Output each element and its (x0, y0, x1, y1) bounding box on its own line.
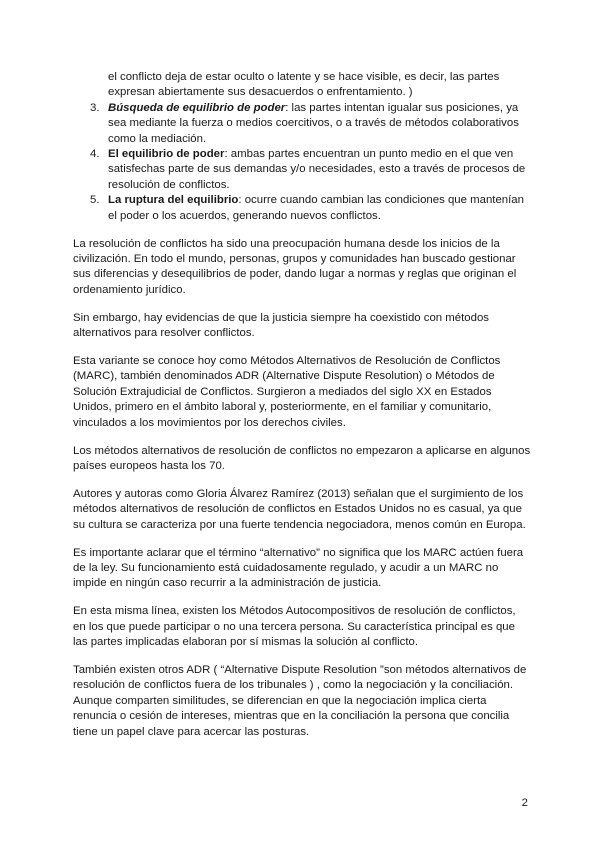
list-item-number: 3. (90, 101, 100, 114)
list-item (73, 101, 531, 147)
paragraph-coexistence: Sin embargo, hay evidencias de que la justicia siempre ha coexistido con métodos alternativos para resolver conflictos. (73, 311, 489, 340)
list-item (73, 147, 531, 193)
list-item-term: La ruptura del equilibrio (108, 194, 239, 207)
list-item-number: 5. (90, 194, 100, 207)
paragraph-marc-definition: Esta variante se conoce hoy como Métodos Alternativos de Resolución de Conflictos (MARC), también denominados ADR (Alternative Dispute Resolution) o Métodos de Solución Extrajudicial de Conflictos. Surgieron a mediados del siglo XX en Estados Unidos, primero en el ámbito laboral y, posteriormente, en el familiar y comunitario, vinculados a los movimientos por los derechos civiles. (73, 355, 501, 429)
list-item-continuation: el conflicto deja de estar oculto o latente y se hace visible, es decir, las partes expresan abiertamente sus desacuerdos o enfrentamiento. ) (108, 71, 500, 99)
page-number: 2 (521, 797, 528, 809)
conflict-phases-list (73, 101, 531, 224)
list-item-number: 4. (90, 148, 100, 161)
paragraph-autocompositive: En esta misma línea, existen los Métodos Autocompositivos de resolución de conflictos, en los que puede participar o no una tercera persona. Su característica principal es que las partes implicadas elaboran por sí mismas la solución al conflicto. (73, 605, 516, 649)
list-item (73, 193, 531, 224)
paragraph-origins: La resolución de conflictos ha sido una preocupación humana desde los inicios de la civilización. En todo el mundo, personas, grupos y comunidades han buscado gestionar sus diferencias y desequilibrios de poder, dando lugar a normas y reglas que originan el ordenamiento jurídico. (73, 237, 517, 296)
page-content (73, 70, 531, 740)
paragraph-other-adr: También existen otros ADR ( “Alternative Dispute Resolution ”son métodos alternativos de resolución de conflictos fuera de los tribunales ) , como la negociación y la conciliación. Aunque comparten similitudes, se diferencian en que la negociación implica cierta renuncia o cesión de intereses, mientras que en la conciliación la persona que concilia tiene un papel clave para acercar las posturas. (73, 664, 527, 738)
list-item-term: Búsqueda de equilibrio de poder (108, 101, 286, 114)
list-item-text: : las partes intentan igualar sus posiciones, ya sea mediante la fuerza o medios coercitivos, o a través de métodos colaborativos como la mediación. (108, 101, 519, 145)
paragraph-authors: Autores y autoras como Gloria Álvarez Ramírez (2013) señalan que el surgimiento de los métodos alternativos de resolución de conflictos en Estados Unidos no es casual, ya que su cultura se caracteriza por una fuerte tendencia negociadora, menos común en Europa. (73, 487, 526, 531)
list-item-term: El equilibrio de poder (108, 148, 225, 161)
list-item-text: : ambas partes encuentran un punto medio en el que ven satisfechas parte de sus demandas y/o necesidades, esto a través de procesos de resolución de conflictos. (108, 148, 526, 191)
paragraph-europe: Los métodos alternativos de resolución de conflictos no empezaron a aplicarse en algunos países europeos hasta los 70. (73, 444, 531, 472)
paragraph-alternative-term: Es importante aclarar que el término “alternativo” no significa que los MARC actúen fuera de la ley. Su funcionamiento está cuidadosamente regulado, y acudir a un MARC no impide en ningún caso recurrir a la administración de justicia. (73, 546, 524, 590)
list-item-text: : ocurre cuando cambian las condiciones que mantenían el poder o los acuerdos, generando nuevos conflictos. (108, 194, 524, 222)
